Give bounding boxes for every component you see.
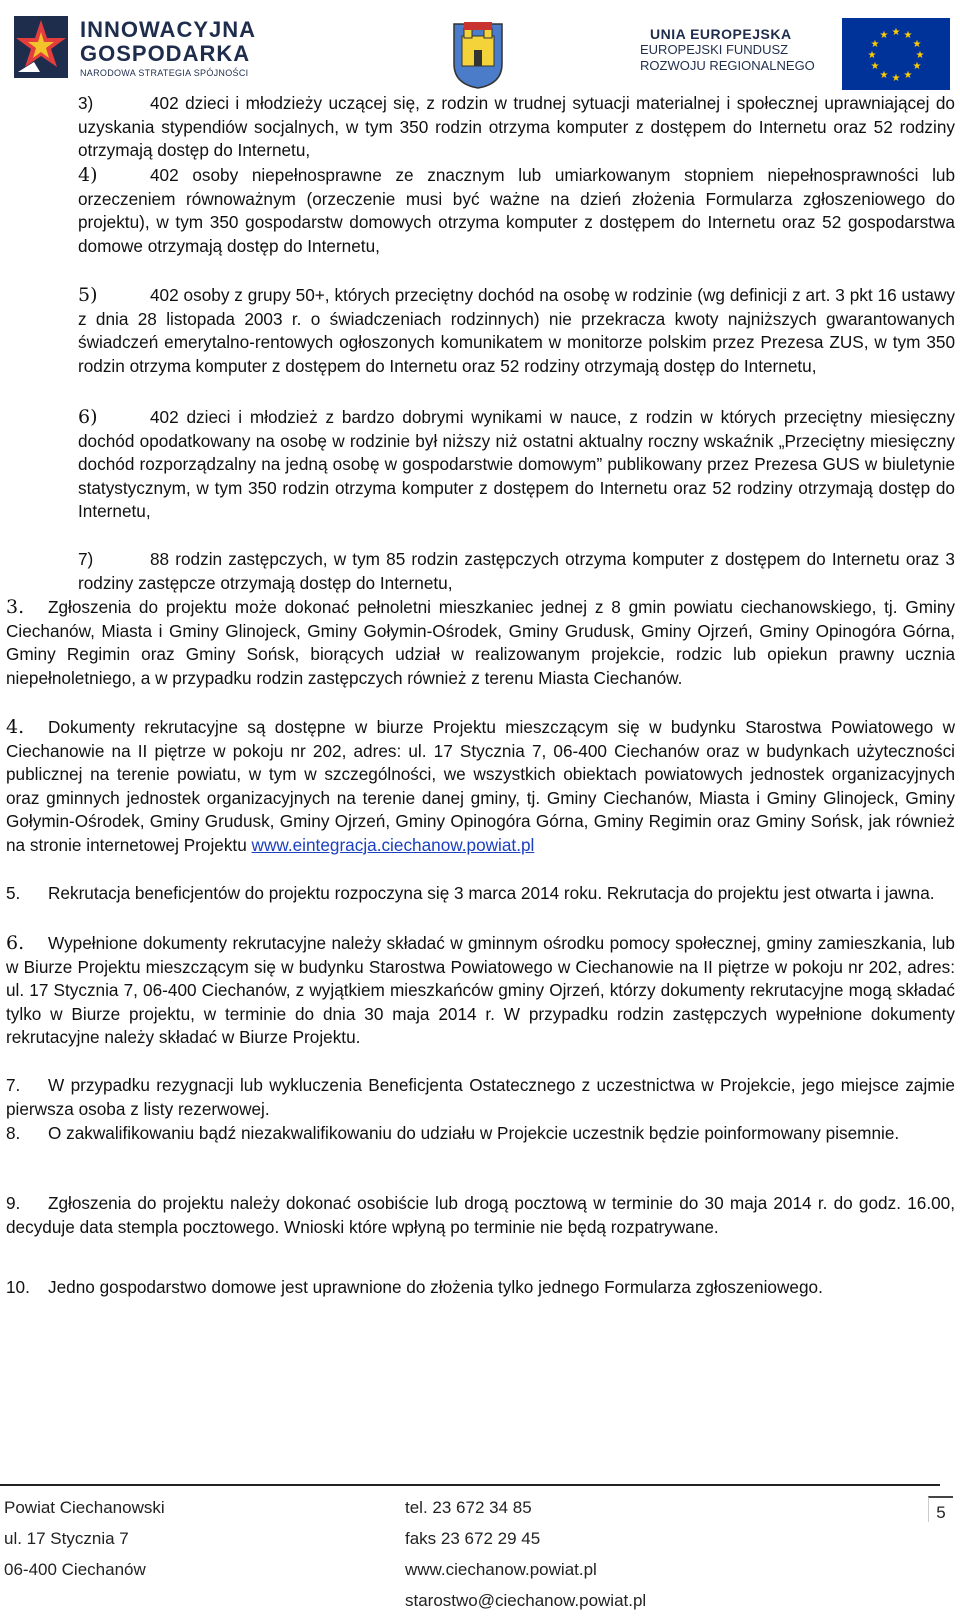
section-7-text: W przypadku rezygnacji lub wykluczenia Beneficjenta Ostatecznego z uczestnictwa w Projekcie, jego miejsce zajmie pierwsza osoba z listy rezerwowej. (6, 1075, 955, 1119)
powiat-coat-of-arms-icon (450, 20, 506, 90)
section-8-number: 8. (6, 1123, 21, 1143)
svg-text:★: ★ (867, 50, 877, 61)
footer-street: ul. 17 Stycznia 7 (4, 1529, 129, 1548)
eu-label-line2: EUROPEJSKI FUNDUSZ (640, 42, 789, 57)
section-5-number: 5. (6, 883, 21, 903)
item-5-text: 402 osoby z grupy 50+, których przeciętny dochód na osobę w rodzinie (wg definicji z art. 3 pkt 16 ustawy z dnia 28 listopada 2003 r. o świadczeniach rodzinnych) nie przekracza kwoty najniższych gwarantowanych świadczeń emerytalno-rentowych ogłoszonych komunikatem w monitorze polskim przez Prezesa ZUS, w tym 350 rodzin otrzyma komputer z dostępem do Internetu oraz 52 rodziny otrzymają dostęp do Internetu, (78, 285, 955, 376)
innowacyjna-gospodarka-logo (10, 6, 260, 82)
footer-org-name: Powiat Ciechanowski (4, 1498, 165, 1517)
ig-subtitle: NARODOWA STRATEGIA SPÓJNOŚCI (80, 68, 249, 78)
ig-star-icon (10, 6, 72, 82)
section-4-number: 4. (6, 716, 25, 738)
item-5-number: 5) (78, 284, 98, 306)
item-6-text: 402 dzieci i młodzież z bardzo dobrymi wynikami w nauce, z rodzin w których przeciętny miesięczny dochód opodatkowany na osobę w rodzinie był niższy niż ostatni aktualny roczny wskaźnik „Przeciętny miesięczny dochód rozporządzalny na jedną osobę w gospodarstwie domowym” publikowany przez Prezesa GUS w biuletynie statystycznym, w tym 350 rodzin otrzyma komputer z dostępem do Internetu oraz 52 rodziny otrzymają dostęp do Internetu, (78, 407, 955, 521)
section-4-body: Dokumenty rekrutacyjne są dostępne w biurze Projektu mieszczącym się w budynku Starostwa Powiatowego w Ciechanowie na II piętrze w pokoju nr 202, adres: ul. 17 Stycznia 7, 06-400 Ciechanów oraz w budynkach użyteczności publicznej na terenie powiatu, w tym w szczególności, we wszystkich obiektach powiatowych jednostek organizacyjnych oraz gminnych jednostek organizacyjnych na terenie danej gminy, tj. Gminy Ciechanów, Miasta i Gminy Glinojeck, Gminy Gołymin-Ośrodek, Gminy Grudusk, Gminy Ojrzeń, Gminy Opinogóra Górna, Gminy Regimin oraz Gminy Sońsk, jak również na stronie internetowej Projektu (6, 717, 955, 855)
svg-text:★: ★ (891, 27, 901, 38)
footer-city: 06-400 Ciechanów (4, 1560, 146, 1579)
item-7-number: 7) (78, 549, 94, 569)
item-3-number: 3) (78, 93, 94, 113)
item-3-text: 402 dzieci i młodzieży uczącej się, z rodzin w trudnej sytuacji materialnej i społecznej uprawniającej do uzyskania stypendiów socjalnych, w tym 350 rodzin otrzyma komputer z dostępem do Internetu oraz 52 rodziny otrzymają dostęp do Internetu, (78, 93, 955, 160)
svg-text:★: ★ (870, 39, 880, 50)
section-3-text: Zgłoszenia do projektu może dokonać pełnoletni mieszkaniec jednej z 8 gmin powiatu ciechanowskiego, tj. Gminy Ciechanów, Miasta i Gminy Glinojeck, Gminy Gołymin-Ośrodek, Gminy Grudusk, Gminy Ojrzeń, Gminy Opinogóra Górna, Gminy Regimin oraz Gminy Sońsk, biorących udział w realizowanym projekcie, rodzic lub opiekun prawny ucznia niepełnoletniego, a w przypadku rodzin zastępczych również z terenu Miasta Ciechanów. (6, 597, 955, 688)
svg-text:★: ★ (891, 73, 901, 84)
footer-phone: tel. 23 672 34 85 (405, 1498, 532, 1517)
footer-fax: faks 23 672 29 45 (405, 1529, 541, 1548)
svg-text:★: ★ (879, 70, 889, 81)
section-3-number: 3. (6, 596, 25, 618)
section-8-text: O zakwalifikowaniu bądź niezakwalifikowaniu do udziału w Projekcie uczestnik będzie poinformowany pisemnie. (48, 1123, 900, 1143)
section-10-text: Jedno gospodarstwo domowe jest uprawnione do złożenia tylko jednego Formularza zgłoszeniowego. (48, 1277, 823, 1297)
section-7-number: 7. (6, 1075, 21, 1095)
page-header (0, 0, 960, 92)
svg-text:★: ★ (912, 61, 922, 72)
section-10-number: 10. (6, 1277, 30, 1297)
item-6-number: 6) (78, 406, 98, 428)
svg-text:★: ★ (915, 50, 925, 61)
page-number: 5 (928, 1496, 953, 1522)
item-4-number: 4) (78, 164, 98, 186)
svg-text:★: ★ (903, 30, 913, 41)
svg-text:★: ★ (903, 70, 913, 81)
section-9-number: 9. (6, 1193, 21, 1213)
item-4-text: 402 osoby niepełnosprawne ze znacznym lub umiarkowanym stopniem niepełnosprawności lub orzeczeniem równoważnym (orzeczenie musi być ważne na dzień złożenia Formularza zgłoszeniowego do projektu), w tym 350 gospodarstw domowych otrzyma komputer z dostępem do Internetu oraz 52 gospodarstwa domowe otrzymają dostęp do Internetu, (78, 165, 955, 256)
svg-text:★: ★ (870, 61, 880, 72)
section-5-text: Rekrutacja beneficjentów do projektu rozpoczyna się 3 marca 2014 roku. Rekrutacja do projektu jest otwarta i jawna. (48, 883, 935, 903)
footer-email[interactable]: starostwo@ciechanow.powiat.pl (405, 1591, 647, 1610)
ig-title-line1: INNOWACYJNA (80, 17, 257, 42)
footer-divider (0, 1484, 940, 1486)
eu-flag-icon (842, 18, 950, 90)
project-website-link[interactable]: www.eintegracja.ciechanow.powiat.pl (251, 834, 535, 855)
item-7-text: 88 rodzin zastępczych, w tym 85 rodzin zastępczych otrzyma komputer z dostępem do Internetu oraz 3 rodziny zastępcze otrzymają dostęp do Internetu, (78, 549, 955, 593)
svg-text:★: ★ (879, 30, 889, 41)
footer-website[interactable]: www.ciechanow.powiat.pl (405, 1560, 597, 1579)
section-4-text (6, 716, 955, 857)
section-6-number: 6. (6, 932, 25, 954)
section-9-text: Zgłoszenia do projektu należy dokonać osobiście lub drogą pocztową w terminie do 30 maja 2014 r. do godz. 16.00, decyduje data stempla pocztowego. Wnioski które wpłyną po terminie nie będą rozpatrywane. (6, 1193, 955, 1237)
eu-fund-label (640, 26, 815, 74)
eu-label-line3: ROZWOJU REGIONALNEGO (640, 58, 815, 73)
eu-label-line1: UNIA EUROPEJSKA (650, 26, 792, 42)
svg-text:★: ★ (912, 39, 922, 50)
section-6-text: Wypełnione dokumenty rekrutacyjne należy składać w gminnym ośrodku pomocy społecznej, gminy zamieszkania, lub w Biurze Projektu mieszczącym się w budynku Starostwa Powiatowego w Ciechanowie na II piętrze w pokoju nr 202, adres: ul. 17 Stycznia 7, 06-400 Ciechanów, z wyjątkiem mieszkańców gminy Ojrzeń, którzy dokumenty rekrutacyjne mogą składać tylko w Biurze projektu, w terminie do dnia 30 maja 2014 r. W przypadku rodzin zastępczych wypełnione dokumenty rekrutacyjne należy składać w Biurze Projektu. (6, 933, 955, 1047)
ig-title-line2: GOSPODARKA (80, 41, 251, 66)
